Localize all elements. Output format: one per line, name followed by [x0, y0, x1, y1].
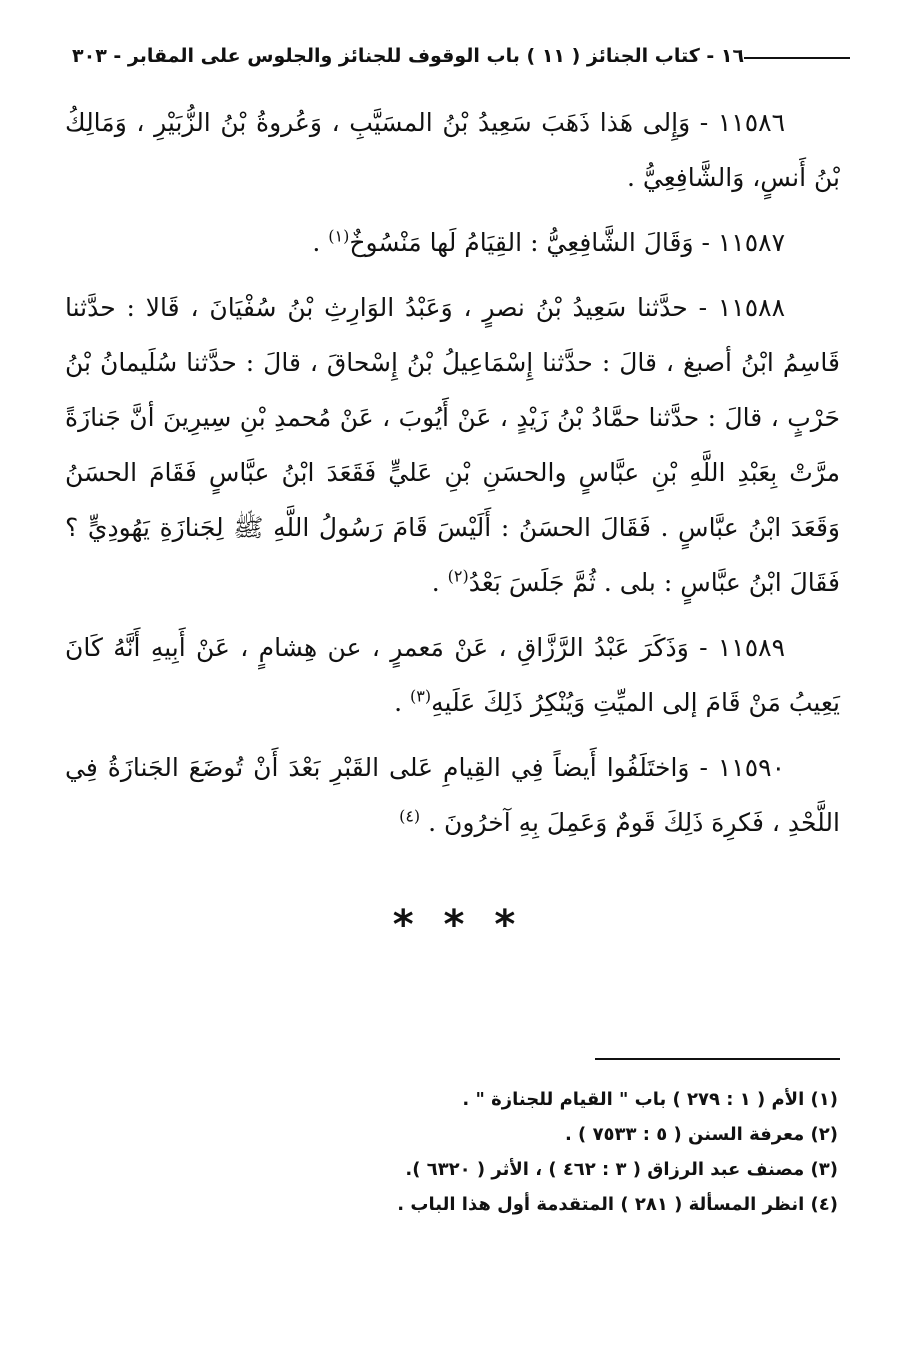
footnote-ref: (١): [328, 226, 350, 246]
footnotes: [150, 1082, 838, 1222]
paragraph-11590: [65, 740, 840, 850]
footnote-rule: [595, 1058, 840, 1060]
paragraph-text: ١١٥٩٠ - وَاختَلَفُوا أَيضاً فِي القِيامِ عَلى القَبْرِ بَعْدَ أَنْ تُوضَعَ الجَنازَةُ فِي اللَّحْدِ ، فَكرِهَ ذَلِكَ قَومٌ وَعَمِلَ بِهِ آخرُونَ .: [65, 753, 840, 837]
paragraph-11588: [65, 280, 840, 610]
footnote-3: (٣) مصنف عبد الرزاق ( ٣ : ٤٦٢ ) ، الأثر ( ٦٣٢٠ ).: [405, 1159, 838, 1180]
footnote-4: (٤) انظر المسألة ( ٢٨١ ) المتقدمة أول هذا الباب .: [397, 1194, 838, 1215]
main-text: [65, 95, 840, 860]
footnote-1: (١) الأم ( ١ : ٢٧٩ ) باب " القيام للجنازة " .: [462, 1089, 838, 1110]
paragraph-text: ١١٥٨٩ - وَذَكَرَ عَبْدُ الرَّزَّاقِ ، عَنْ مَعمرٍ ، عن هِشامٍ ، عَنْ أَبِيهِ أَنَّهُ كَانَ يَعِيبُ مَنْ قَامَ إلى الميِّتِ وَيُنْكِرُ ذَلِكَ عَلَيهِ: [65, 633, 840, 717]
section-separator: * * *: [392, 902, 524, 948]
paragraph-11589: [65, 620, 840, 730]
paragraph-text: ١١٥٨٦ - وَإِلى هَذا ذَهَبَ سَعِيدُ بْنُ المسَيَّبِ ، وَعُروةُ بْنُ الزُّبَيْرِ ، وَمَالِكُ بْنُ أَنسٍ، وَالشَّافِعِيُّ .: [65, 108, 840, 192]
paragraph-text: ١١٥٨٧ - وَقَالَ الشَّافِعِيُّ : القِيَامُ لَها مَنْسُوخٌ: [349, 228, 785, 257]
paragraph-text: ١١٥٨٨ - حدَّثنا سَعِيدُ بْنُ نصرٍ ، وَعَبْدُ الوَارِثِ بْنُ سُفْيَانَ ، قَالا : حدَّثنا قَاسِمُ ابْنُ أصبغ ، قالَ : حدَّثنا إِسْمَاعِيلُ بْنُ إِسْحاقَ ، قالَ : حدَّثنا سُلَيمانُ بْنُ حَرْبٍ ، قالَ : حدَّثنا حمَّادُ بْنُ زَيْدٍ ، عَنْ أَيُوبَ ، عَنْ مُحمدِ بْنِ سِيرِينَ أنَّ جَنازَةً مرَّتْ بِعَبْدِ اللَّهِ بْنِ عبَّاسٍ والحسَنِ بْنِ عَليٍّ فَقَعَدَ ابْنُ عبَّاسٍ فَقَامَ الحسَنُ وَقَعَدَ ابْنُ عبَّاسٍ . فَقَالَ الحسَنُ : أَلَيْسَ قَامَ رَسُولُ اللَّهِ ﷺ لِجَنازَةِ يَهُودِيٍّ ؟ فَقَالَ ابْنُ عبَّاسٍ : بلى . ثُمَّ جَلَسَ بَعْدُ: [65, 293, 840, 597]
header-text: ١٦ - كتاب الجنائز ( ١١ ) باب الوقوف للجنائز والجلوس على المقابر - ٣٠٣: [72, 45, 745, 67]
paragraph-11586: [65, 95, 840, 205]
running-header: [60, 36, 850, 76]
paragraph-tail: .: [312, 228, 329, 257]
paragraph-tail: .: [431, 568, 448, 597]
footnote-ref: (٢): [447, 566, 469, 586]
footnote-ref: (٤): [399, 806, 421, 826]
header-rule: [744, 57, 850, 59]
footnote-ref: (٣): [410, 686, 432, 706]
paragraph-11587: [65, 215, 840, 270]
footnote-2: (٢) معرفة السنن ( ٥ : ٧٥٣٣ ) .: [564, 1124, 838, 1145]
paragraph-tail: .: [394, 688, 411, 717]
